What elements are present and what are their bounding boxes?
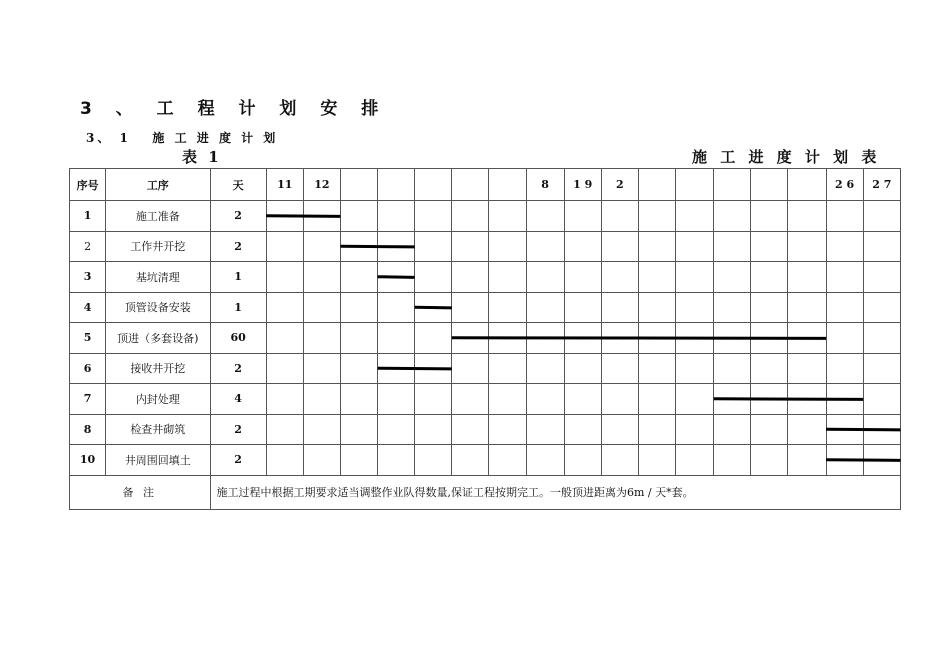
schedule-cell bbox=[714, 384, 751, 415]
schedule-cell bbox=[266, 323, 303, 354]
schedule-cell bbox=[826, 231, 863, 262]
schedule-cell bbox=[564, 201, 601, 232]
row-days: 1 bbox=[210, 292, 266, 323]
date-header: 8 bbox=[526, 169, 564, 201]
schedule-cell bbox=[863, 323, 900, 354]
schedule-cell bbox=[452, 323, 489, 354]
schedule-cell bbox=[303, 384, 340, 415]
schedule-cell bbox=[564, 323, 601, 354]
schedule-cell bbox=[526, 414, 564, 445]
schedule-cell bbox=[378, 262, 415, 293]
schedule-cell bbox=[415, 353, 452, 384]
schedule-cell bbox=[303, 231, 340, 262]
schedule-cell bbox=[638, 323, 675, 354]
row-days: 4 bbox=[210, 384, 266, 415]
date-header bbox=[638, 169, 675, 201]
schedule-cell bbox=[415, 445, 452, 476]
schedule-cell bbox=[526, 445, 564, 476]
schedule-cell bbox=[378, 384, 415, 415]
schedule-cell bbox=[378, 292, 415, 323]
schedule-cell bbox=[638, 414, 675, 445]
schedule-cell bbox=[826, 414, 863, 445]
date-header: 1 9 bbox=[564, 169, 601, 201]
schedule-cell bbox=[303, 414, 340, 445]
schedule-cell bbox=[452, 292, 489, 323]
row-days: 2 bbox=[210, 201, 266, 232]
schedule-cell bbox=[676, 414, 714, 445]
schedule-cell bbox=[788, 201, 826, 232]
table-row bbox=[70, 323, 901, 354]
schedule-cell bbox=[826, 262, 863, 293]
schedule-cell bbox=[340, 414, 377, 445]
row-process: 接收井开挖 bbox=[106, 353, 210, 384]
header-process: 工序 bbox=[106, 169, 210, 201]
schedule-cell bbox=[564, 414, 601, 445]
schedule-cell bbox=[489, 353, 526, 384]
schedule-cell bbox=[863, 292, 900, 323]
schedule-cell bbox=[638, 262, 675, 293]
schedule-cell bbox=[601, 445, 638, 476]
row-days: 2 bbox=[210, 353, 266, 384]
row-process: 井周围回填土 bbox=[106, 445, 210, 476]
schedule-cell bbox=[340, 445, 377, 476]
table-row bbox=[70, 201, 901, 232]
schedule-cell bbox=[340, 262, 377, 293]
schedule-cell bbox=[564, 445, 601, 476]
date-header bbox=[788, 169, 826, 201]
table-row bbox=[70, 353, 901, 384]
schedule-cell bbox=[714, 201, 751, 232]
schedule-cell bbox=[452, 384, 489, 415]
schedule-cell bbox=[415, 292, 452, 323]
schedule-cell bbox=[303, 292, 340, 323]
schedule-cell bbox=[714, 414, 751, 445]
schedule-cell bbox=[452, 231, 489, 262]
schedule-cell bbox=[676, 292, 714, 323]
schedule-cell bbox=[676, 353, 714, 384]
schedule-cell bbox=[415, 414, 452, 445]
schedule-cell bbox=[676, 323, 714, 354]
table-row bbox=[70, 231, 901, 262]
schedule-cell bbox=[266, 292, 303, 323]
schedule-cell bbox=[751, 201, 788, 232]
schedule-cell bbox=[751, 414, 788, 445]
schedule-cell bbox=[751, 353, 788, 384]
header-seq: 序号 bbox=[70, 169, 106, 201]
schedule-cell bbox=[415, 323, 452, 354]
schedule-cell bbox=[751, 323, 788, 354]
row-seq: 3 bbox=[70, 262, 106, 293]
schedule-cell bbox=[601, 384, 638, 415]
remark-row bbox=[70, 475, 901, 509]
schedule-cell bbox=[788, 445, 826, 476]
schedule-cell bbox=[826, 292, 863, 323]
schedule-cell bbox=[564, 262, 601, 293]
schedule-cell bbox=[526, 231, 564, 262]
schedule-cell bbox=[714, 292, 751, 323]
row-seq: 2 bbox=[70, 231, 106, 262]
schedule-cell bbox=[863, 231, 900, 262]
table-row bbox=[70, 445, 901, 476]
schedule-cell bbox=[788, 262, 826, 293]
schedule-cell bbox=[564, 292, 601, 323]
row-days: 2 bbox=[210, 414, 266, 445]
row-days: 2 bbox=[210, 231, 266, 262]
schedule-cell bbox=[266, 262, 303, 293]
schedule-cell bbox=[489, 414, 526, 445]
schedule-cell bbox=[378, 445, 415, 476]
schedule-cell bbox=[489, 292, 526, 323]
date-header bbox=[452, 169, 489, 201]
schedule-cell bbox=[378, 414, 415, 445]
schedule-cell bbox=[751, 262, 788, 293]
date-header: 2 7 bbox=[863, 169, 900, 201]
date-header: 11 bbox=[266, 169, 303, 201]
row-seq: 5 bbox=[70, 323, 106, 354]
schedule-cell bbox=[303, 445, 340, 476]
schedule-cell bbox=[788, 231, 826, 262]
row-seq: 4 bbox=[70, 292, 106, 323]
schedule-cell bbox=[340, 201, 377, 232]
table-row bbox=[70, 384, 901, 415]
schedule-cell bbox=[564, 231, 601, 262]
schedule-cell bbox=[266, 384, 303, 415]
schedule-cell bbox=[788, 353, 826, 384]
schedule-cell bbox=[303, 353, 340, 384]
row-process: 施工准备 bbox=[106, 201, 210, 232]
schedule-cell bbox=[489, 384, 526, 415]
remark-text: 施工过程中根据工期要求适当调整作业队得数量,保证工程按期完工。一般顶进距离为6m / 天*套。 bbox=[210, 475, 901, 509]
table-title: 施 工 进 度 计 划 表 bbox=[692, 148, 881, 166]
schedule-cell bbox=[863, 384, 900, 415]
schedule-cell bbox=[526, 262, 564, 293]
schedule-cell bbox=[788, 323, 826, 354]
schedule-table bbox=[69, 168, 901, 510]
table-row bbox=[70, 414, 901, 445]
section-heading: 3 、 工 程 计 划 安 排 bbox=[80, 99, 388, 119]
schedule-cell bbox=[676, 231, 714, 262]
schedule-cell bbox=[489, 201, 526, 232]
row-seq: 8 bbox=[70, 414, 106, 445]
schedule-cell bbox=[452, 445, 489, 476]
schedule-cell bbox=[826, 323, 863, 354]
schedule-cell bbox=[489, 231, 526, 262]
schedule-cell bbox=[526, 353, 564, 384]
row-process: 检查井砌筑 bbox=[106, 414, 210, 445]
date-header bbox=[415, 169, 452, 201]
date-header bbox=[489, 169, 526, 201]
row-days: 60 bbox=[210, 323, 266, 354]
schedule-cell bbox=[826, 353, 863, 384]
row-process: 工作井开挖 bbox=[106, 231, 210, 262]
date-header bbox=[714, 169, 751, 201]
schedule-cell bbox=[601, 414, 638, 445]
schedule-cell bbox=[378, 231, 415, 262]
schedule-cell bbox=[415, 384, 452, 415]
row-seq: 7 bbox=[70, 384, 106, 415]
schedule-cell bbox=[340, 384, 377, 415]
schedule-cell bbox=[303, 201, 340, 232]
schedule-cell bbox=[863, 201, 900, 232]
schedule-cell bbox=[526, 384, 564, 415]
schedule-cell bbox=[526, 201, 564, 232]
row-days: 2 bbox=[210, 445, 266, 476]
schedule-cell bbox=[489, 262, 526, 293]
row-process: 顶管设备安装 bbox=[106, 292, 210, 323]
schedule-cell bbox=[714, 353, 751, 384]
schedule-cell bbox=[340, 292, 377, 323]
schedule-cell bbox=[638, 384, 675, 415]
date-header bbox=[676, 169, 714, 201]
schedule-cell bbox=[489, 323, 526, 354]
row-seq: 6 bbox=[70, 353, 106, 384]
schedule-cell bbox=[638, 292, 675, 323]
schedule-cell bbox=[415, 231, 452, 262]
schedule-cell bbox=[266, 414, 303, 445]
schedule-cell bbox=[714, 445, 751, 476]
table-row bbox=[70, 292, 901, 323]
schedule-cell bbox=[340, 323, 377, 354]
schedule-cell bbox=[751, 292, 788, 323]
schedule-cell bbox=[788, 384, 826, 415]
schedule-cell bbox=[638, 353, 675, 384]
schedule-cell bbox=[526, 292, 564, 323]
schedule-cell bbox=[564, 353, 601, 384]
schedule-cell bbox=[714, 323, 751, 354]
date-header bbox=[751, 169, 788, 201]
schedule-cell bbox=[751, 231, 788, 262]
schedule-cell bbox=[601, 201, 638, 232]
schedule-cell bbox=[714, 262, 751, 293]
schedule-cell bbox=[378, 323, 415, 354]
row-process: 顶进（多套设备) bbox=[106, 323, 210, 354]
date-header: 2 bbox=[601, 169, 638, 201]
schedule-cell bbox=[751, 384, 788, 415]
schedule-cell bbox=[601, 292, 638, 323]
schedule-cell bbox=[676, 201, 714, 232]
date-header bbox=[340, 169, 377, 201]
schedule-cell bbox=[340, 353, 377, 384]
schedule-cell bbox=[601, 353, 638, 384]
schedule-cell bbox=[303, 262, 340, 293]
table-row bbox=[70, 262, 901, 293]
schedule-cell bbox=[601, 231, 638, 262]
schedule-cell bbox=[266, 353, 303, 384]
remark-label: 备 注 bbox=[70, 475, 211, 509]
schedule-cell bbox=[340, 231, 377, 262]
date-header: 12 bbox=[303, 169, 340, 201]
schedule-cell bbox=[788, 292, 826, 323]
schedule-cell bbox=[266, 201, 303, 232]
schedule-cell bbox=[714, 231, 751, 262]
schedule-cell bbox=[826, 201, 863, 232]
row-seq: 1 bbox=[70, 201, 106, 232]
schedule-cell bbox=[826, 445, 863, 476]
schedule-cell bbox=[863, 445, 900, 476]
row-process: 内封处理 bbox=[106, 384, 210, 415]
row-days: 1 bbox=[210, 262, 266, 293]
schedule-cell bbox=[601, 262, 638, 293]
schedule-cell bbox=[638, 201, 675, 232]
schedule-cell bbox=[489, 445, 526, 476]
schedule-cell bbox=[676, 262, 714, 293]
schedule-cell bbox=[266, 445, 303, 476]
schedule-cell bbox=[638, 231, 675, 262]
schedule-cell bbox=[638, 445, 675, 476]
schedule-cell bbox=[415, 262, 452, 293]
table-label: 表 1 bbox=[182, 148, 222, 166]
subsection-heading: 3、 1 施 工 进 度 计 划 bbox=[86, 131, 279, 145]
schedule-cell bbox=[751, 445, 788, 476]
schedule-cell bbox=[676, 445, 714, 476]
schedule-cell bbox=[378, 201, 415, 232]
row-seq: 10 bbox=[70, 445, 106, 476]
schedule-cell bbox=[378, 353, 415, 384]
schedule-cell bbox=[863, 414, 900, 445]
header-days: 天 bbox=[210, 169, 266, 201]
schedule-cell bbox=[863, 262, 900, 293]
schedule-cell bbox=[266, 231, 303, 262]
schedule-cell bbox=[601, 323, 638, 354]
schedule-cell bbox=[452, 414, 489, 445]
schedule-cell bbox=[452, 262, 489, 293]
schedule-cell bbox=[564, 384, 601, 415]
schedule-cell bbox=[303, 323, 340, 354]
schedule-cell bbox=[526, 323, 564, 354]
date-header bbox=[378, 169, 415, 201]
schedule-cell bbox=[452, 201, 489, 232]
schedule-cell bbox=[415, 201, 452, 232]
schedule-cell bbox=[452, 353, 489, 384]
schedule-cell bbox=[676, 384, 714, 415]
date-header: 2 6 bbox=[826, 169, 863, 201]
schedule-cell bbox=[863, 353, 900, 384]
schedule-cell bbox=[826, 384, 863, 415]
schedule-cell bbox=[788, 414, 826, 445]
header-row bbox=[70, 169, 901, 201]
row-process: 基坑清理 bbox=[106, 262, 210, 293]
